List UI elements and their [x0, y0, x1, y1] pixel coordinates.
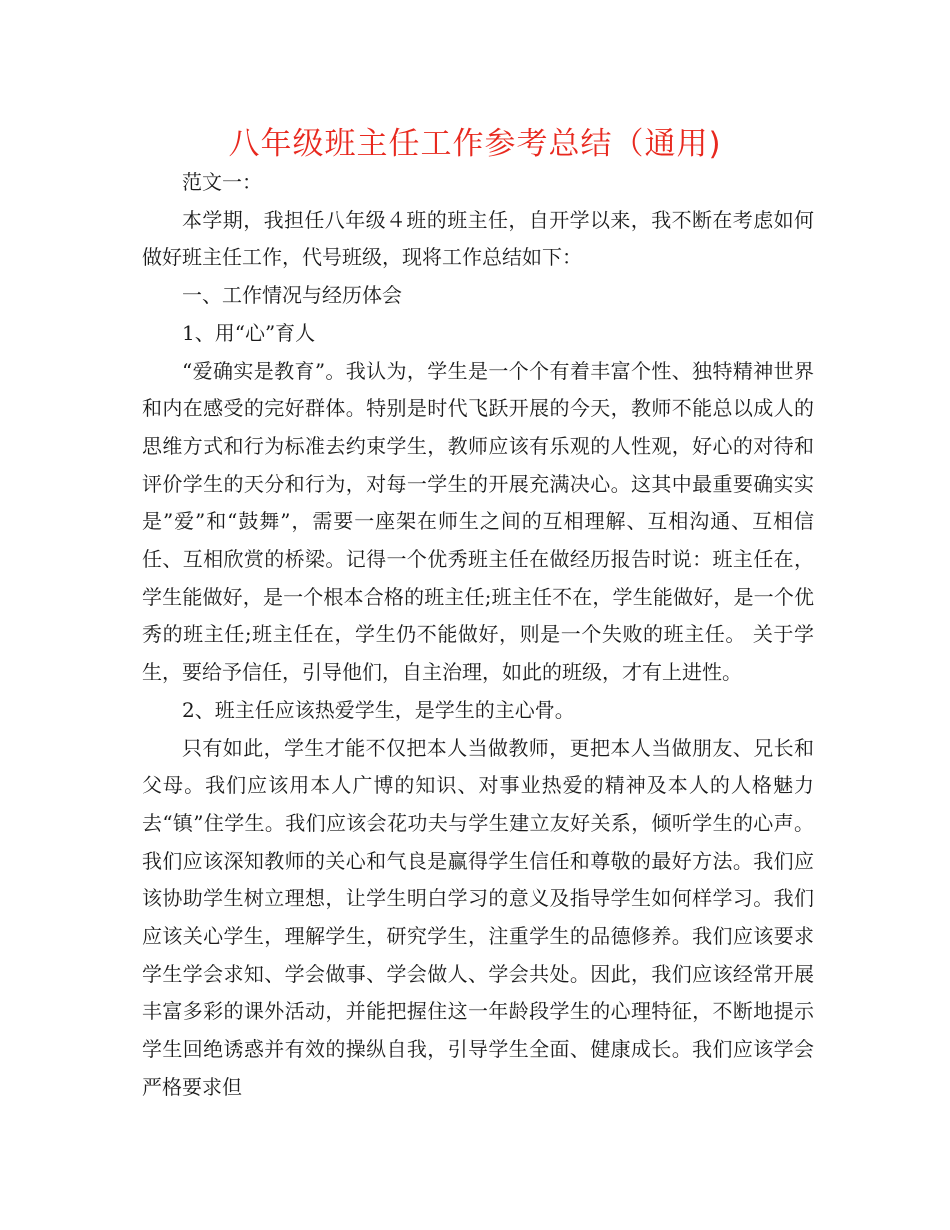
subheading-educate-with-heart: 1、用“心”育人 [182, 320, 316, 345]
paragraph-only-then: 只有如此，学生才能不仅把本人当做教师，更把本人当做朋友、兄长和父母。我们应该用本人广博的知识、对事业热爱的精神及本人的人格魅力去“镇”住学生。我们应该会花功夫与学生建立友好关系，倾听学生的心声。我们应该深知教师的关心和气良是赢得学生信任和尊敬的最好方法。我们应该协助学生树立理想，让学生明白学习的意义及指导学生如何样学习。我们应该关心学生，理解学生，研究学生，注重学生的品德修养。我们应该要求学生学会求知、学会做事、学会做人、学会共处。因此，我们应该经常开展丰富多彩的课外活动，并能把握住这一年龄段学生的心理特征，不断地提示学生回绝诱惑并有效的操纵自我，引导学生全面、健康成长。我们应该学会严格要求但 [142, 735, 814, 1099]
section-heading-work-experience: 一、工作情况与经历体会 [182, 283, 402, 308]
subheading-love-students: 2、班主任应该热爱学生，是学生的主心骨。 [182, 697, 575, 722]
paragraph-love-is-education: “爱确实是教育”。我认为，学生是一个个有着丰富个性、独特精神世界和内在感受的完好群体。特别是时代飞跃开展的今天，教师不能总以成人的思维方式和行为标准去约束学生，教师应该有乐观的人性观，好心的对待和评价学生的天分和行为，对每一学生的开展充满决心。这其中最重要确实实是”爱”和“鼓舞”，需要一座架在师生之间的互相理解、互相沟通、互相信任、互相欣赏的桥梁。记得一个优秀班主任在做经历报告时说：班主任在，学生能做好，是一个根本合格的班主任;班主任不在，学生能做好，是一个优秀的班主任;班主任在，学生仍不能做好，则是一个失败的班主任。 关于学生，要给予信任，引导他们，自主治理，如此的班级，才有上进性。 [142, 358, 814, 685]
document-title: 八年级班主任工作参考总结（通用) [228, 126, 722, 162]
paragraph-sample-label: 范文一： [182, 170, 262, 194]
document-body [142, 164, 814, 1107]
paragraph-intro: 本学期，我担任八年级４班的班主任，自开学以来，我不断在考虑如何做好班主任工作，代号班级，现将工作总结如下： [142, 207, 814, 270]
